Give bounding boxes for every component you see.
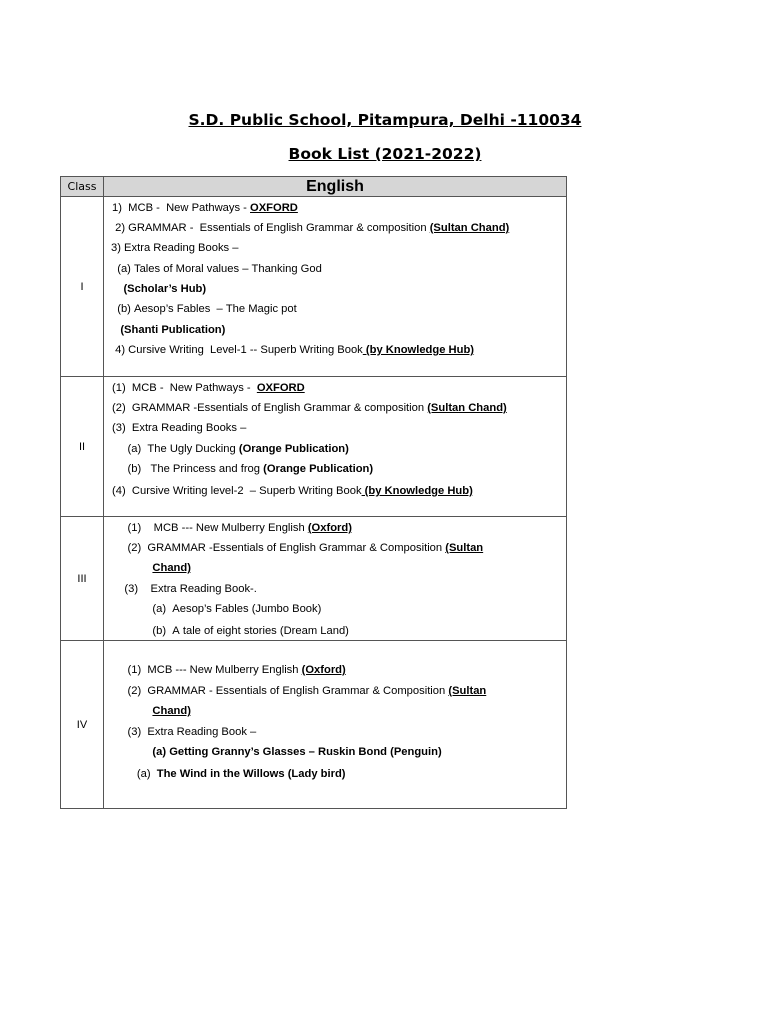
publisher-name: OXFORD xyxy=(256,382,305,394)
publisher-name: (Sultan xyxy=(445,542,484,554)
publisher-name: (a) Getting Granny’s Glasses – Ruskin Bond (Penguin) xyxy=(152,746,442,758)
book-entry-line xyxy=(112,521,352,535)
book-entry-line xyxy=(112,221,509,235)
publisher-name: (Sultan xyxy=(448,685,487,697)
books-cell xyxy=(104,197,567,377)
book-entry-text: (2) GRAMMAR -Essentials of English Grammar & Composition xyxy=(112,542,446,554)
book-entry-line xyxy=(112,442,349,456)
publisher-name: The Wind in the Willows (Lady bird) xyxy=(156,768,346,780)
book-entry-text: (a) Tales of Moral values – Thanking God xyxy=(111,263,322,275)
book-entry-text: (b) A tale of eight stories (Dream Land) xyxy=(112,625,349,637)
book-entry-text: (4) Cursive Writing level-2 – Superb Writing Book xyxy=(112,485,362,497)
book-entry-text: (a) The Ugly Ducking xyxy=(112,443,239,455)
publisher-name: (Sultan Chand) xyxy=(427,402,507,414)
publisher-name: (by Knowledge Hub) xyxy=(362,344,475,356)
class-cell: II xyxy=(61,377,104,517)
book-list-title: Book List (2021-2022) xyxy=(288,145,482,163)
book-entry-line xyxy=(111,262,322,276)
book-entry-text: 1) MCB - New Pathways - xyxy=(112,202,251,214)
publisher-name: (Shanti Publication) xyxy=(120,324,226,336)
book-entry-text xyxy=(112,705,152,717)
publisher-name: (Oxford) xyxy=(307,522,352,534)
book-entry-line xyxy=(112,343,474,357)
book-entry-text: 2) GRAMMAR - Essentials of English Grammar & composition xyxy=(112,222,430,234)
book-entry-line xyxy=(111,282,206,296)
book-entry-line xyxy=(112,381,305,395)
book-entry-text: (b) Aesop’s Fables – The Magic pot xyxy=(111,303,297,315)
publisher-name: (Orange Publication) xyxy=(238,443,349,455)
book-entry-line xyxy=(112,684,486,698)
book-entry-line xyxy=(112,624,349,638)
book-entry-text: (2) GRAMMAR - Essentials of English Grammar & Composition xyxy=(112,685,449,697)
book-entry-text xyxy=(112,746,152,758)
book-entry-line xyxy=(111,323,225,337)
class-cell: IV xyxy=(61,641,104,809)
table-row xyxy=(61,517,567,641)
table-row xyxy=(61,197,567,377)
book-entry-text: (3) Extra Reading Books – xyxy=(112,422,247,434)
book-entry-line xyxy=(112,725,256,739)
table-row xyxy=(61,377,567,517)
book-entry-text xyxy=(112,562,152,574)
book-entry-line xyxy=(112,484,473,498)
books-cell xyxy=(104,641,567,809)
publisher-name: Chand) xyxy=(152,705,191,717)
book-entry-text xyxy=(111,283,123,295)
book-entry-line xyxy=(112,462,373,476)
class-cell: I xyxy=(61,197,104,377)
publisher-name: Chand) xyxy=(152,562,191,574)
publisher-name: (Orange Publication) xyxy=(263,463,374,475)
book-entry-text: 3) Extra Reading Books – xyxy=(111,242,239,254)
table-row xyxy=(61,641,567,809)
book-entry-text: (2) GRAMMAR -Essentials of English Grammar & composition xyxy=(112,402,428,414)
publisher-name: (by Knowledge Hub) xyxy=(361,485,473,497)
class-cell: III xyxy=(61,517,104,641)
school-title: S.D. Public School, Pitampura, Delhi -110034 xyxy=(188,111,582,129)
book-entry-line xyxy=(112,541,483,555)
book-list-table xyxy=(60,176,567,809)
book-entry-line xyxy=(112,663,346,677)
book-entry-text: (3) Extra Reading Book-. xyxy=(112,583,257,595)
publisher-name: (Sultan Chand) xyxy=(429,222,510,234)
book-entry-line xyxy=(112,767,346,781)
table-header-row xyxy=(61,177,567,197)
book-entry-line xyxy=(112,602,321,616)
book-entry-line xyxy=(112,201,298,215)
subject-column-header: English xyxy=(104,177,567,197)
book-entry-line xyxy=(111,241,238,255)
book-entry-text: (1) MCB --- New Mulberry English xyxy=(112,522,308,534)
book-entry-text xyxy=(111,324,120,336)
book-entry-line xyxy=(112,561,191,575)
book-entry-line xyxy=(112,401,507,415)
book-entry-text: 4) Cursive Writing Level-1 -- Superb Writing Book xyxy=(112,344,363,356)
book-entry-line xyxy=(112,421,246,435)
publisher-name: (Oxford) xyxy=(301,664,346,676)
book-entry-text: (a) Aesop’s Fables (Jumbo Book) xyxy=(112,603,322,615)
books-cell xyxy=(104,377,567,517)
book-entry-line xyxy=(112,704,191,718)
book-entry-text: (a) xyxy=(112,768,157,780)
books-cell xyxy=(104,517,567,641)
book-entry-text: (1) MCB - New Pathways - xyxy=(112,382,257,394)
book-entry-text: (b) The Princess and frog xyxy=(112,463,264,475)
publisher-name: (Scholar’s Hub) xyxy=(123,283,207,295)
book-entry-line xyxy=(111,302,297,316)
publisher-name: OXFORD xyxy=(250,202,298,214)
class-column-header: Class xyxy=(61,177,104,197)
book-entry-text: (3) Extra Reading Book – xyxy=(112,726,257,738)
book-entry-text: (1) MCB --- New Mulberry English xyxy=(112,664,302,676)
book-entry-line xyxy=(112,582,257,596)
book-entry-line xyxy=(112,745,442,759)
